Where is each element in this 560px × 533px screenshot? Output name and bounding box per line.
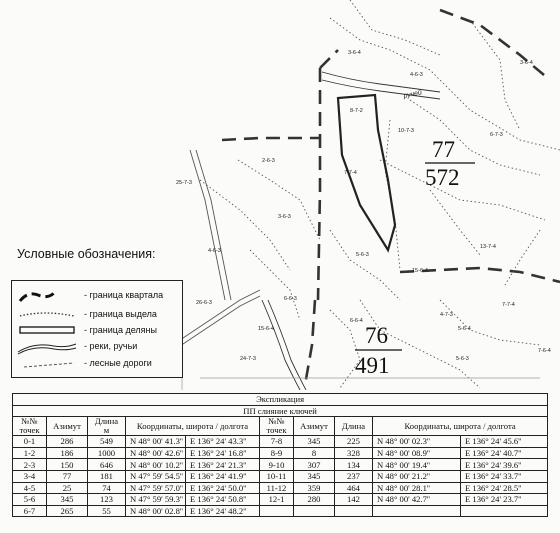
cell-pt: 9-10 xyxy=(260,459,294,471)
cell-az: 345 xyxy=(47,494,88,506)
cell-pt: 5-6 xyxy=(13,494,47,506)
parcel-label: 13-7-4 xyxy=(480,244,496,250)
cell-len: 237 xyxy=(335,470,373,482)
cell-len xyxy=(335,505,373,517)
parcel-label: 26-6-3 xyxy=(196,300,212,306)
legend-label: - лесные дороги xyxy=(84,358,152,368)
quarter-area: 572 xyxy=(425,165,460,190)
cell-lat: N 48° 00' 42.6'' xyxy=(126,447,186,459)
table-row xyxy=(13,505,548,517)
col-azimuth-2: Азимут xyxy=(294,417,335,436)
parcel-label: 6-6-3 xyxy=(284,296,297,302)
parcel-label: 3-6-3 xyxy=(278,214,291,220)
parcel-label: 5-6-4 xyxy=(458,326,471,332)
cell-lat xyxy=(373,505,461,517)
legend-label: - граница выдела xyxy=(84,309,157,319)
quarter-number: 77 xyxy=(432,137,455,162)
road-symbol xyxy=(14,355,80,373)
cell-lon: E 136° 24' 28.5'' xyxy=(461,482,548,494)
parcel-label: 25-7-3 xyxy=(176,180,192,186)
cell-lon: E 136° 24' 50.0'' xyxy=(186,482,260,494)
cell-pt: 0-1 xyxy=(13,436,47,448)
explication-title: Экспликация xyxy=(13,394,548,406)
cell-len: 142 xyxy=(335,494,373,506)
cell-len: 1000 xyxy=(88,447,126,459)
cell-len: 74 xyxy=(88,482,126,494)
cell-lon: E 136° 24' 39.6'' xyxy=(461,459,548,471)
parcel-label: 7-7-4 xyxy=(344,170,357,176)
cell-az: 359 xyxy=(294,482,335,494)
table-row xyxy=(13,459,548,471)
cell-pt: 10-11 xyxy=(260,470,294,482)
cell-az: 265 xyxy=(47,505,88,517)
table-row xyxy=(13,494,548,506)
cell-az: 280 xyxy=(294,494,335,506)
cell-pt: 4-5 xyxy=(13,482,47,494)
cell-lon: E 136° 24' 48.2'' xyxy=(186,505,260,517)
cell-az xyxy=(294,505,335,517)
cell-lat: N 48° 00' 19.4'' xyxy=(373,459,461,471)
col-length: Длина м xyxy=(88,417,126,436)
col-length-2: Длина xyxy=(335,417,373,436)
cell-lon: E 136° 24' 41.9'' xyxy=(186,470,260,482)
parcel-label: 4-7-3 xyxy=(440,312,453,318)
cell-len: 549 xyxy=(88,436,126,448)
legend-item-quarter xyxy=(12,287,182,305)
cell-az: 77 xyxy=(47,470,88,482)
cell-lon: E 136° 24' 33.7'' xyxy=(461,470,548,482)
parcel-label: 7-7-4 xyxy=(502,302,515,308)
cell-len: 464 xyxy=(335,482,373,494)
cell-lon: E 136° 24' 40.7'' xyxy=(461,447,548,459)
legend xyxy=(11,280,183,378)
parcel-label: 2-6-3 xyxy=(262,158,275,164)
parcel-label: 8-7-2 xyxy=(350,108,363,114)
cell-lon: E 136° 24' 21.3'' xyxy=(186,459,260,471)
col-coords-2: Координаты, широта / долгота xyxy=(373,417,548,436)
parcel-label: 4-6-3 xyxy=(410,72,423,78)
legend-item-rivers xyxy=(12,338,182,356)
cell-len: 328 xyxy=(335,447,373,459)
col-azimuth: Азимут xyxy=(47,417,88,436)
parcel-label: 10-7-3 xyxy=(398,128,414,134)
parcel-label: 5-6-3 xyxy=(356,252,369,258)
parcel-label: 24-7-3 xyxy=(240,356,256,362)
quarter-area: 491 xyxy=(355,353,390,378)
cell-lat: N 48° 00' 28.1'' xyxy=(373,482,461,494)
cell-az: 345 xyxy=(294,436,335,448)
stream-label: ручей xyxy=(402,89,423,100)
legend-label: - граница деляны xyxy=(84,325,157,335)
parcel-label: 3-6-4 xyxy=(520,60,533,66)
cell-pt: 1-2 xyxy=(13,447,47,459)
cell-lon: E 136° 24' 23.7'' xyxy=(461,494,548,506)
parcel-label: 15-6-4 xyxy=(258,326,274,332)
cell-az: 186 xyxy=(47,447,88,459)
cell-lat: N 47° 59' 57.0'' xyxy=(126,482,186,494)
quarter-number: 76 xyxy=(365,323,388,348)
cell-lon: E 136° 24' 50.8'' xyxy=(186,494,260,506)
cell-az: 8 xyxy=(294,447,335,459)
cell-lat: N 48° 00' 08.9'' xyxy=(373,447,461,459)
parcel-label: 6-7-3 xyxy=(490,132,503,138)
cell-az: 150 xyxy=(47,459,88,471)
cell-pt xyxy=(260,505,294,517)
table-row xyxy=(13,470,548,482)
cell-lat: N 48° 00' 21.2'' xyxy=(373,470,461,482)
explication-subtitle: ПП слияние ключей xyxy=(13,405,548,417)
cell-len: 55 xyxy=(88,505,126,517)
legend-label: - реки, ручьи xyxy=(84,341,138,351)
cell-az: 345 xyxy=(294,470,335,482)
parcel-label: 5-6-3 xyxy=(456,356,469,362)
cell-len: 134 xyxy=(335,459,373,471)
cell-lon xyxy=(461,505,548,517)
cell-pt: 3-4 xyxy=(13,470,47,482)
cell-pt: 12-1 xyxy=(260,494,294,506)
table-row xyxy=(13,436,548,448)
river-symbol xyxy=(14,338,80,356)
cell-lon: E 136° 24' 16.8'' xyxy=(186,447,260,459)
legend-item-roads xyxy=(12,355,182,373)
quarter-boundary-symbol xyxy=(14,287,80,305)
cell-len: 646 xyxy=(88,459,126,471)
cell-len: 123 xyxy=(88,494,126,506)
parcel-label: 7-6-4 xyxy=(538,348,551,354)
cell-lon: E 136° 24' 45.6'' xyxy=(461,436,548,448)
cell-lat: N 47° 59' 59.3'' xyxy=(126,494,186,506)
cell-pt: 6-7 xyxy=(13,505,47,517)
parcel-label: 4-6-3 xyxy=(208,248,221,254)
col-coords: Координаты, широта / долгота xyxy=(126,417,260,436)
cell-lat: N 47° 59' 54.5'' xyxy=(126,470,186,482)
table-row xyxy=(13,447,548,459)
cell-az: 307 xyxy=(294,459,335,471)
stream xyxy=(262,72,440,390)
table-header xyxy=(13,417,548,436)
cell-az: 286 xyxy=(47,436,88,448)
cell-lon: E 136° 24' 43.3'' xyxy=(186,436,260,448)
parcel-label: 15-6-4 xyxy=(412,268,428,274)
cell-len: 181 xyxy=(88,470,126,482)
table-row xyxy=(13,482,548,494)
col-point-2: №№ точек xyxy=(260,417,294,436)
cell-pt: 7-8 xyxy=(260,436,294,448)
cell-az: 25 xyxy=(47,482,88,494)
parcel-label: 3-6-4 xyxy=(348,50,361,56)
explication-table xyxy=(12,393,548,517)
cell-lat: N 48° 00' 42.7'' xyxy=(373,494,461,506)
cell-lat: N 48° 00' 02.8'' xyxy=(126,505,186,517)
legend-title: Условные обозначения: xyxy=(17,247,156,261)
col-point: №№ точек xyxy=(13,417,47,436)
cell-len: 225 xyxy=(335,436,373,448)
parcel-label: 6-6-4 xyxy=(350,318,363,324)
cell-pt: 2-3 xyxy=(13,459,47,471)
cell-pt: 8-9 xyxy=(260,447,294,459)
cell-lat: N 48° 00' 02.3'' xyxy=(373,436,461,448)
legend-label: - граница квартала xyxy=(84,290,164,300)
cell-lat: N 48° 00' 10.2'' xyxy=(126,459,186,471)
cell-pt: 11-12 xyxy=(260,482,294,494)
cell-lat: N 48° 00' 41.3'' xyxy=(126,436,186,448)
